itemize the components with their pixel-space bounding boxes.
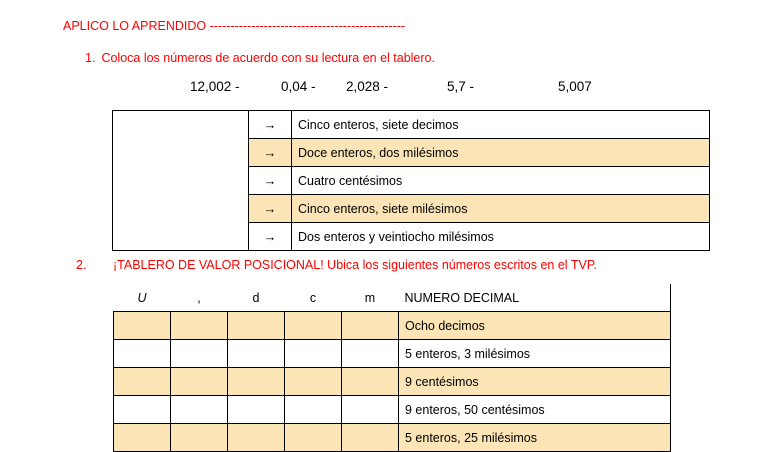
input-cell[interactable] bbox=[228, 368, 285, 396]
number-item: 5,007 bbox=[558, 79, 592, 94]
input-cell[interactable] bbox=[171, 312, 228, 340]
table-row bbox=[114, 396, 671, 424]
number-item: 2,028 - bbox=[346, 79, 389, 94]
input-cell[interactable] bbox=[114, 312, 171, 340]
input-cell[interactable] bbox=[114, 340, 171, 368]
input-cell[interactable] bbox=[228, 312, 285, 340]
decimal-description: 9 enteros, 50 centésimos bbox=[399, 396, 671, 424]
header-thousandths: m bbox=[342, 284, 399, 312]
header-tenths: d bbox=[228, 284, 285, 312]
table-row bbox=[114, 312, 671, 340]
number-item: 12,002 - bbox=[190, 79, 240, 94]
input-cell[interactable] bbox=[285, 368, 342, 396]
answer-cell[interactable] bbox=[113, 111, 249, 251]
header-units: U bbox=[114, 284, 171, 312]
input-cell[interactable] bbox=[285, 312, 342, 340]
decimal-description: 5 enteros, 25 milésimos bbox=[399, 424, 671, 452]
input-cell[interactable] bbox=[114, 424, 171, 452]
input-cell[interactable] bbox=[171, 368, 228, 396]
table-row bbox=[114, 368, 671, 396]
reading-table bbox=[112, 110, 710, 251]
input-cell[interactable] bbox=[228, 396, 285, 424]
decimal-description: 5 enteros, 3 milésimos bbox=[399, 340, 671, 368]
table-row bbox=[114, 340, 671, 368]
reading-text: Doce enteros, dos milésimos bbox=[292, 139, 710, 167]
question-2-text: ¡TABLERO DE VALOR POSICIONAL! Ubica los siguientes números escritos en el TVP. bbox=[113, 258, 597, 272]
input-cell[interactable] bbox=[342, 312, 399, 340]
reading-text: Dos enteros y veintiocho milésimos bbox=[292, 223, 710, 251]
decimal-description: Ocho decimos bbox=[399, 312, 671, 340]
arrow-icon: → bbox=[249, 167, 292, 195]
input-cell[interactable] bbox=[171, 396, 228, 424]
table-header-row bbox=[114, 284, 671, 312]
reading-text: Cuatro centésimos bbox=[292, 167, 710, 195]
header-decimal-number: NUMERO DECIMAL bbox=[399, 284, 671, 312]
question-1-number: 1. bbox=[85, 51, 96, 65]
input-cell[interactable] bbox=[171, 340, 228, 368]
page-title: APLICO LO APRENDIDO ----------------------------------------------- bbox=[63, 19, 406, 33]
input-cell[interactable] bbox=[342, 424, 399, 452]
arrow-icon: → bbox=[249, 111, 292, 139]
input-cell[interactable] bbox=[342, 340, 399, 368]
number-item: 5,7 - bbox=[447, 79, 475, 94]
table-row bbox=[114, 424, 671, 452]
arrow-icon: → bbox=[249, 139, 292, 167]
input-cell[interactable] bbox=[228, 340, 285, 368]
question-1-text: Coloca los números de acuerdo con su lectura en el tablero. bbox=[101, 51, 435, 65]
number-item: 0,04 - bbox=[281, 79, 316, 94]
input-cell[interactable] bbox=[342, 396, 399, 424]
input-cell[interactable] bbox=[285, 396, 342, 424]
reading-text: Cinco enteros, siete milésimos bbox=[292, 195, 710, 223]
question-2-number: 2. bbox=[76, 258, 87, 272]
header-hundredths: c bbox=[285, 284, 342, 312]
input-cell[interactable] bbox=[114, 368, 171, 396]
input-cell[interactable] bbox=[228, 424, 285, 452]
decimal-description: 9 centésimos bbox=[399, 368, 671, 396]
arrow-icon: → bbox=[249, 223, 292, 251]
header-comma: , bbox=[171, 284, 228, 312]
input-cell[interactable] bbox=[114, 396, 171, 424]
place-value-table bbox=[113, 284, 671, 452]
input-cell[interactable] bbox=[285, 340, 342, 368]
input-cell[interactable] bbox=[342, 368, 399, 396]
arrow-icon: → bbox=[249, 195, 292, 223]
reading-text: Cinco enteros, siete decimos bbox=[292, 111, 710, 139]
question-1 bbox=[85, 51, 435, 65]
input-cell[interactable] bbox=[285, 424, 342, 452]
table-row bbox=[113, 111, 710, 139]
input-cell[interactable] bbox=[171, 424, 228, 452]
